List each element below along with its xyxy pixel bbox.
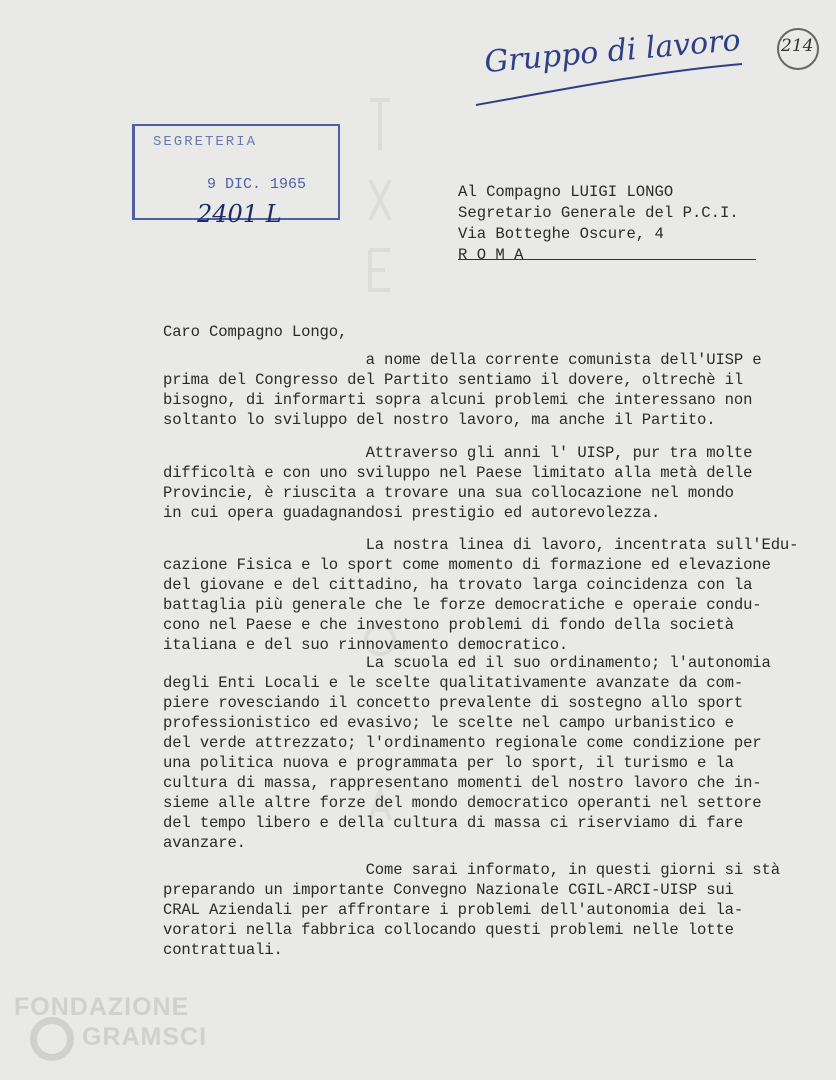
- text-line: Provincie, è riuscita a trovare una sua collocazione nel mondo: [163, 484, 734, 502]
- text-line: professionistico ed evasivo; le scelte nel campo urbanistico e: [163, 714, 734, 732]
- text-line: bisogno, di informarti sopra alcuni problemi che interessano non: [163, 391, 753, 409]
- fondazione-gramsci-logo: [0, 985, 230, 1065]
- text-line: Come sarai informato, in questi giorni si stà: [163, 861, 780, 879]
- text-line: del verde attrezzato; l'ordinamento regionale come condizione per: [163, 734, 762, 752]
- text-line: Attraverso gli anni l' UISP, pur tra molte: [163, 444, 753, 462]
- text-line: La scuola ed il suo ordinamento; l'autonomia: [163, 654, 771, 672]
- text-line: battaglia più generale che le forze democratiche e operaie condu-: [163, 596, 762, 614]
- recipient-line-3: Via Botteghe Oscure, 4: [458, 225, 664, 243]
- recipient-line-2: Segretario Generale del P.C.I.: [458, 204, 739, 222]
- text-line: La nostra linea di lavoro, incentrata sull'Edu-: [163, 536, 799, 554]
- recipient-city: R O M A: [458, 246, 524, 264]
- text-line: difficoltà e con uno sviluppo nel Paese limitato alla metà delle: [163, 464, 753, 482]
- text-line: sieme alle altre forze del mondo democratico operanti nel settore: [163, 794, 762, 812]
- text-line: del giovane e del cittadino, ha trovato larga coincidenza con la: [163, 576, 753, 594]
- text-line: a nome della corrente comunista dell'UISP e: [163, 351, 762, 369]
- stamp-number: 2401 L: [197, 200, 282, 228]
- text-line: avanzare.: [163, 834, 246, 852]
- logo-line-1: FONDAZIONE: [14, 993, 190, 1021]
- logo-g-icon: [30, 1017, 74, 1061]
- text-line: voratori nella fabbrica collocando questi problemi nelle lotte: [163, 921, 734, 939]
- text-line: prima del Congresso del Partito sentiamo il dovere, oltrechè il: [163, 371, 744, 389]
- text-line: italiana e del suo rinnovamento democratico.: [163, 636, 569, 654]
- text-line: contrattuali.: [163, 941, 283, 959]
- text-line: cazione Fisica e lo sport come momento di formazione ed elevazione: [163, 556, 771, 574]
- recipient-line-1: Al Compagno LUIGI LONGO: [458, 183, 674, 201]
- text-line: cultura di massa, rappresentano momenti del nostro lavoro che in-: [163, 774, 762, 792]
- registry-stamp: [132, 124, 340, 228]
- text-line: del tempo libero e della cultura di massa ci riserviamo di fare: [163, 814, 744, 832]
- text-line: CRAL Aziendali per affrontare i problemi dell'autonomia dei la-: [163, 901, 744, 919]
- logo-line-2: GRAMSCI: [82, 1023, 208, 1051]
- handwritten-heading: Gruppo di lavoro: [482, 22, 742, 81]
- handwritten-underline: [470, 50, 760, 110]
- text-line: cono nel Paese e che investono problemi di fondo della società: [163, 616, 734, 634]
- stamp-label: SEGRETERIA: [153, 134, 258, 150]
- page-number: 214: [781, 36, 814, 56]
- stamp-date: 9 DIC. 1965: [207, 176, 307, 193]
- text-line: una politica nuova e programmata per lo sport, il turismo e la: [163, 754, 734, 772]
- text-line: piere rovesciando il concetto prevalente di sostegno allo sport: [163, 694, 744, 712]
- text-line: degli Enti Locali e le scelte qualitativamente avanzate da com-: [163, 674, 744, 692]
- text-line: in cui opera guadagnandosi prestigio ed autorevolezza.: [163, 504, 661, 522]
- text-line: soltanto lo sviluppo del nostro lavoro, ma anche il Partito.: [163, 411, 716, 429]
- salutation: Caro Compagno Longo,: [163, 323, 348, 341]
- text-line: preparando un importante Convegno Nazionale CGIL-ARCI-UISP sui: [163, 881, 734, 899]
- recipient-underline: [458, 259, 756, 260]
